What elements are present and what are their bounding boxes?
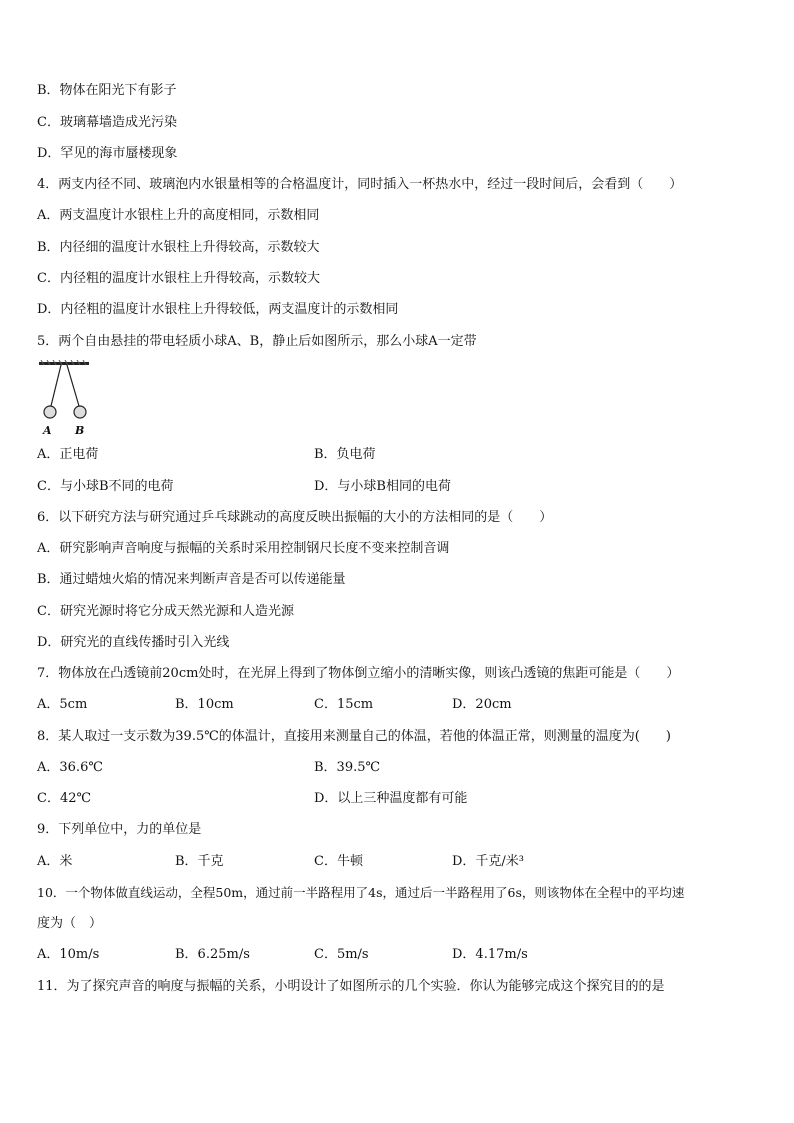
q11-stem: 11．为了探究声音的响度与振幅的关系，小明设计了如图所示的几个实验．你认为能够完成这个探究目的的是 [37,979,665,994]
q3-option-d: D．罕见的海市蜃楼现象 [37,146,178,161]
q7-option-d: D．20cm [452,697,512,712]
q6-stem: 6．以下研究方法与研究通过乒乓球跳动的高度反映出振幅的大小的方法相同的是（ ） [37,510,553,525]
label-b: B [75,424,85,437]
ball-b [74,406,86,418]
q4-option-c: C．内径粗的温度计水银柱上升得较高，示数较大 [37,271,320,286]
q3-option-c: C．玻璃幕墙造成光污染 [37,115,177,130]
q9-option-c: C．牛顿 [314,854,363,869]
q9-option-d: D．千克/米³ [452,854,525,869]
q5-option-b: B．负电荷 [314,447,376,462]
q7-option-c: C．15cm [314,697,374,712]
q6-option-b: B．通过蜡烛火焰的情况来判断声音是否可以传递能量 [37,572,346,587]
hanging-charged-balls-figure [37,360,93,438]
q10-stem-line2: 度为（ ） [37,916,103,931]
q5-stem: 5．两个自由悬挂的带电轻质小球A、B，静止后如图所示，那么小球A一定带 [37,334,477,349]
thread-a [51,365,61,406]
q4-stem: 4．两支内径不同、玻璃泡内水银量相等的合格温度计，同时插入一杯热水中，经过一段时间后，会看到（ ） [37,177,683,192]
q8-option-b: B．39.5℃ [314,760,381,775]
q7-option-a: A．5cm [37,697,88,712]
ceiling-bar [39,362,89,365]
q5-option-c: C．与小球B不同的电荷 [37,479,174,494]
q7-option-b: B．10cm [175,697,234,712]
pendulum-diagram [37,360,93,438]
q10-option-c: C．5m/s [314,947,369,962]
q6-option-a: A．研究影响声音响度与振幅的关系时采用控制钢尺长度不变来控制音调 [37,541,450,556]
q10-stem-line1: 10．一个物体做直线运动，全程50m，通过前一半路程用了4s，通过后一半路程用了6s，则该物体在全程中的平均速 [37,885,685,900]
q10-option-b: B．6.25m/s [175,947,250,962]
q4-option-d: D．内径粗的温度计水银柱上升得较低，两支温度计的示数相同 [37,302,399,317]
q10-option-d: D．4.17m/s [452,947,528,962]
q8-stem: 8．某人取过一支示数为39.5℃的体温计，直接用来测量自己的体温，若他的体温正常，则测量的温度为( ) [37,729,671,744]
q9-option-b: B．千克 [175,854,224,869]
thread-b [67,365,79,406]
q9-option-a: A．米 [37,854,73,869]
q8-option-c: C．42℃ [37,791,92,806]
label-a: A [43,424,52,437]
q3-option-b: B．物体在阳光下有影子 [37,83,177,98]
q6-option-d: D．研究光的直线传播时引入光线 [37,635,230,650]
q8-option-d: D．以上三种温度都有可能 [314,791,468,806]
q9-stem: 9．下列单位中，力的单位是 [37,822,202,837]
q6-option-c: C．研究光源时将它分成天然光源和人造光源 [37,604,294,619]
q4-option-a: A．两支温度计水银柱上升的高度相同，示数相同 [37,208,320,223]
q5-option-a: A．正电荷 [37,447,99,462]
q7-stem: 7．物体放在凸透镜前20cm处时，在光屏上得到了物体倒立缩小的清晰实像，则该凸透镜的焦距可能是（ ） [37,666,680,681]
q5-option-d: D．与小球B相同的电荷 [314,479,451,494]
ball-a [44,406,56,418]
q10-option-a: A．10m/s [37,947,100,962]
q4-option-b: B．内径细的温度计水银柱上升得较高，示数较大 [37,240,320,255]
q8-option-a: A．36.6℃ [37,760,103,775]
